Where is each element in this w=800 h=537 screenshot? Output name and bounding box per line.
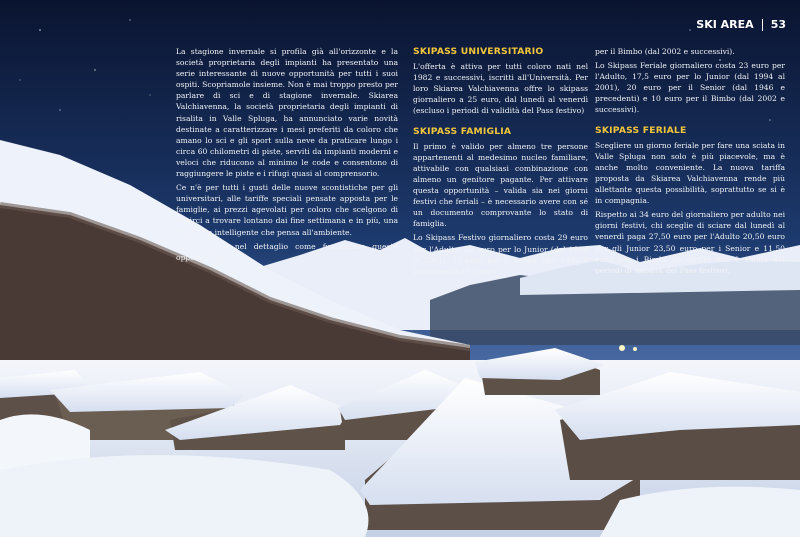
feriale-paragraph: Scegliere un giorno feriale per fare una sciata in Valle Spluga non solo è più piacevole, ma è anche molto conveniente. La nuova tariffa proposta da Skiarea Valchiavenna rende più allettante questa possibilità, soprattutto se si è in compagnia. <box>595 140 785 206</box>
famiglia-continuation: per il Bimbo (dal 2002 e successivi). <box>595 47 735 56</box>
feriale-prices-paragraph: Rispetto ai 34 euro del giornaliero per adulto nei giorni festivi, chi sceglie di sciare dal lunedì al venerdì paga 27,50 euro per l'Adulto 20,50 euro per gli Junior 23,50 euro per i Senior e 11,50 euro per i Bimbi (la tariffa non è valida nei periodi di validità del Pass festivo). <box>595 210 785 275</box>
heading-skipass-universitario: SKIPASS UNIVERSITARIO <box>413 46 544 57</box>
famiglia-feriale-paragraph: Lo Skipass Feriale giornaliero costa 23 euro per l'Adulto, 17,5 euro per lo Junior (dal 1994 al 2001), 20 euro per il Senior (dal 1946 e precedenti) e 10 euro per il Bimbo (dal 2002 e successivi). <box>595 61 785 115</box>
text-column-3 <box>595 46 785 279</box>
intro-paragraph: La stagione invernale si profila già all'orizzonte e la società proprietaria degli impianti ha presentato una serie interessante di nuove opportunità per tutti i suoi ospiti. Scopriamole insieme. Non è mai troppo presto per parlare di sci e di stagione invernale. Skiarea Valchiavenna, la società proprietaria degli impianti di risalita in Valle Spluga, ha annunciato varie novità destinate a caratterizzare i mesi preferiti da coloro che amano lo sci e gli sport sulla neve da praticare lungo i circa 60 chilometri di piste, serviti da impianti moderni e veloci che riducono al minimo le code e consentono di raggiungere le piste e i rifugi quasi al comprensorio. <box>176 47 398 179</box>
text-column-2 <box>413 46 588 280</box>
text-column-1 <box>176 46 398 266</box>
universitario-paragraph: L'offerta è attiva per tutti coloro nati nel 1982 e successivi, iscritti all'Università. Per loro Skiarea Valchiavenna offre lo skipass giornaliero a 25 euro, dal lunedì al venerdì (escluso i periodi di validità del Pass festivo) <box>413 62 588 116</box>
page-number: 53 <box>770 18 786 31</box>
page-header <box>696 18 786 31</box>
details-paragraph: Ma vediamo nel dettaglio come funzionano queste opportunità. <box>176 241 398 262</box>
offers-paragraph: Ce n'è per tutti i gusti delle nuove scontistiche per gli universitari, alle tariffe speciali pensate apposta per le famiglie, ai prezzi agevolati per coloro che scelgono di venirci a trovare lontano dai fine settimana e in più, una riduzione intelligente che pensa all'ambiente. <box>176 183 398 237</box>
section-label: SKI AREA <box>696 18 754 31</box>
famiglia-festivo-paragraph: Lo Skipass Festivo giornaliero costa 29 euro per l'Adulto, 22 euro per lo Junior (dal 1994 al 2001), 25 euro per il Senior (dal 1946 e precedenti) e 12 euro <box>413 233 588 276</box>
heading-skipass-famiglia: SKIPASS FAMIGLIA <box>413 125 512 137</box>
header-divider <box>762 19 763 31</box>
famiglia-paragraph: Il primo è valido per almeno tre persone appartenenti al medesimo nucleo familiare, attivabile con qualsiasi combinazione con almeno un genitore pagante. Per attivare questa opportunità – valida sia nei giorni festivi che feriali – è necessario avere con sé un documento comprovante lo stato di famiglia. <box>413 141 588 229</box>
heading-skipass-feriale: SKIPASS FERIALE <box>595 124 687 136</box>
